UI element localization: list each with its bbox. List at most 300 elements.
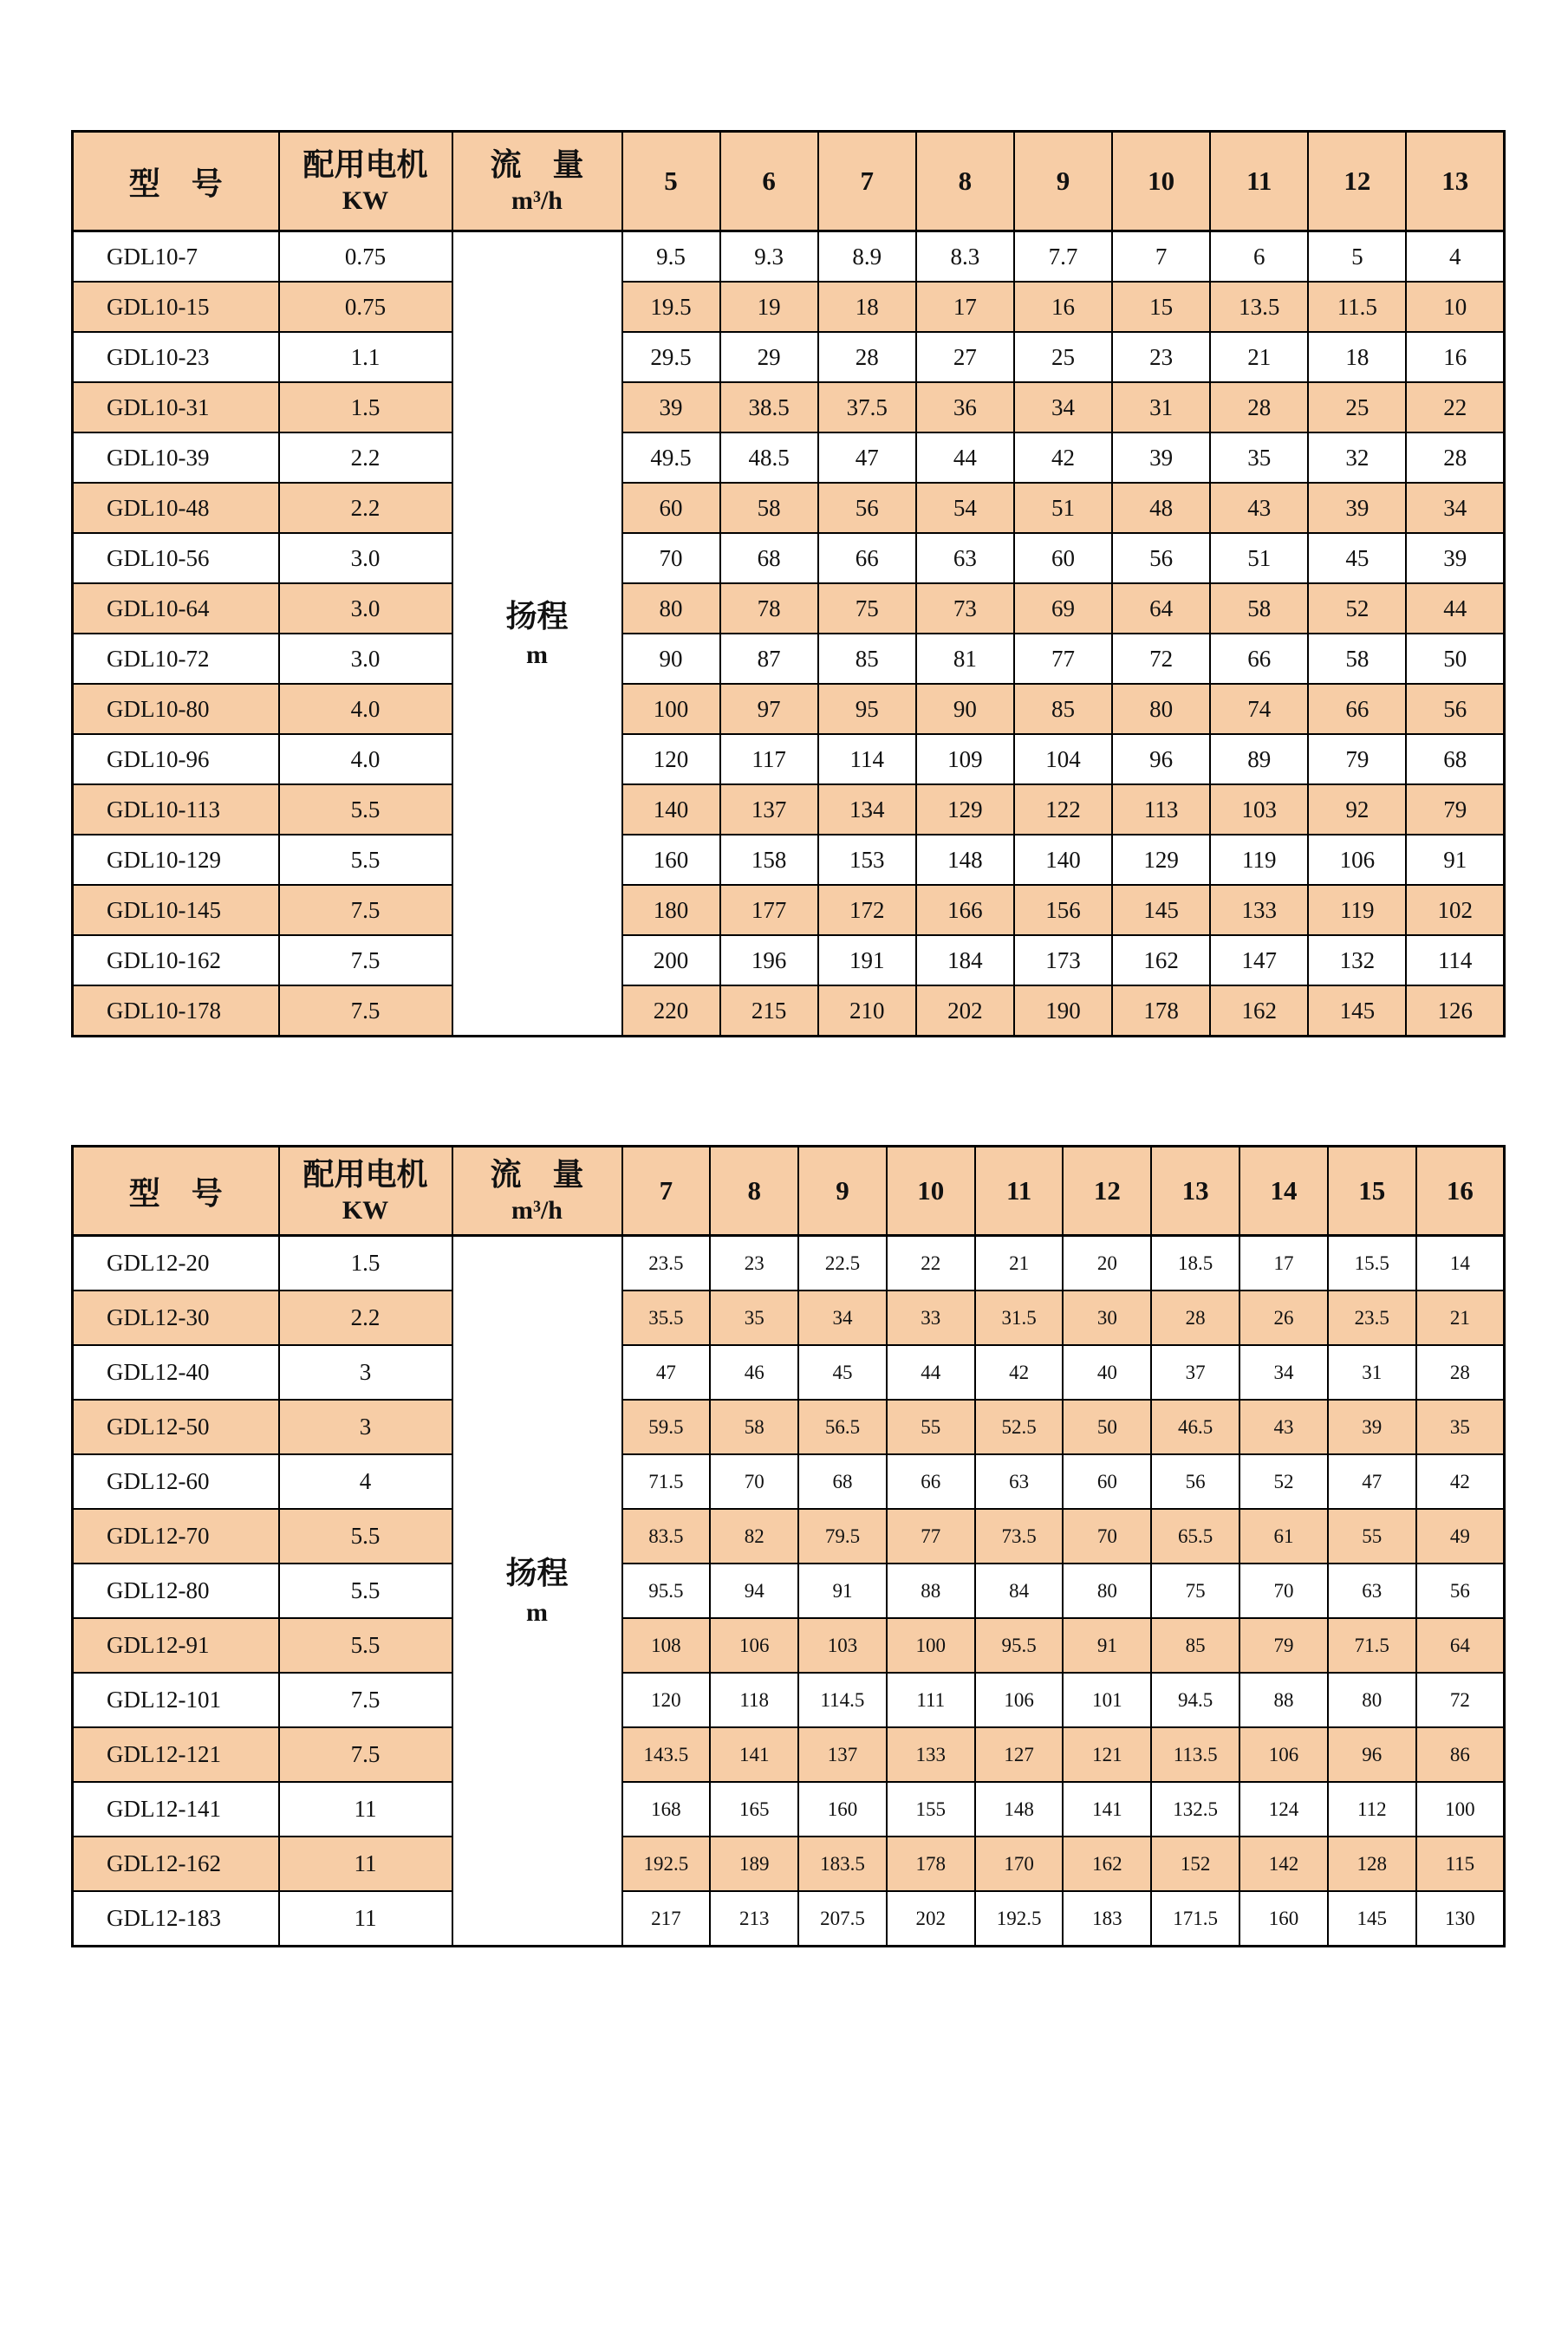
table-row — [73, 1400, 1505, 1454]
head-value-cell: 90 — [622, 634, 720, 684]
table-header — [73, 1147, 1505, 1236]
head-value-cell: 39 — [1406, 533, 1504, 583]
head-value-cell: 39 — [1112, 432, 1210, 483]
head-unit-merged-cell — [452, 231, 622, 1037]
head-value-cell: 113.5 — [1151, 1727, 1239, 1782]
flow-value-column-header: 10 — [887, 1147, 975, 1236]
head-value-cell: 91 — [1063, 1618, 1151, 1673]
head-value-cell: 165 — [710, 1782, 798, 1837]
model-cell: GDL10-7 — [73, 231, 279, 283]
head-value-cell: 27 — [916, 332, 1014, 382]
head-value-cell: 147 — [1210, 935, 1308, 985]
head-value-cell: 68 — [798, 1454, 887, 1509]
head-value-cell: 126 — [1406, 985, 1504, 1037]
motor-kw-cell: 3.0 — [279, 533, 452, 583]
head-value-cell: 202 — [887, 1891, 975, 1947]
head-label: 扬程 — [505, 1556, 569, 1591]
head-value-cell: 22 — [887, 1236, 975, 1291]
head-value-cell: 189 — [710, 1837, 798, 1891]
model-cell: GDL10-145 — [73, 885, 279, 935]
flow-header-unit: m³/h — [511, 186, 563, 216]
head-value-cell: 33 — [887, 1291, 975, 1345]
head-value-cell: 74 — [1210, 684, 1308, 734]
motor-kw-cell: 3.0 — [279, 634, 452, 684]
head-value-cell: 82 — [710, 1509, 798, 1564]
flow-value-column-header: 10 — [1112, 132, 1210, 231]
model-cell: GDL12-30 — [73, 1291, 279, 1345]
table-row — [73, 835, 1505, 885]
table-row — [73, 1236, 1505, 1291]
head-value-cell: 23.5 — [622, 1236, 711, 1291]
head-value-cell: 112 — [1328, 1782, 1416, 1837]
head-value-cell: 46 — [710, 1345, 798, 1400]
head-value-cell: 215 — [720, 985, 818, 1037]
model-cell: GDL10-56 — [73, 533, 279, 583]
head-value-cell: 80 — [622, 583, 720, 634]
head-value-cell: 152 — [1151, 1837, 1239, 1891]
head-value-cell: 66 — [1210, 634, 1308, 684]
head-value-cell: 59.5 — [622, 1400, 711, 1454]
head-value-cell: 191 — [818, 935, 916, 985]
model-cell: GDL12-183 — [73, 1891, 279, 1947]
flow-column-header — [452, 132, 622, 231]
table-row — [73, 1782, 1505, 1837]
model-cell: GDL10-72 — [73, 634, 279, 684]
head-value-cell: 37.5 — [818, 382, 916, 432]
head-value-cell: 96 — [1112, 734, 1210, 784]
pump-table-gdl10 — [71, 130, 1506, 1037]
head-value-cell: 13.5 — [1210, 282, 1308, 332]
head-value-cell: 31 — [1328, 1345, 1416, 1400]
header-row — [73, 132, 1505, 231]
head-value-cell: 77 — [1014, 634, 1112, 684]
head-value-cell: 63 — [975, 1454, 1064, 1509]
head-value-cell: 94.5 — [1151, 1673, 1239, 1727]
head-value-cell: 56 — [818, 483, 916, 533]
head-value-cell: 132.5 — [1151, 1782, 1239, 1837]
head-value-cell: 63 — [1328, 1564, 1416, 1618]
head-value-cell: 15 — [1112, 282, 1210, 332]
head-value-cell: 184 — [916, 935, 1014, 985]
table-header — [73, 132, 1505, 231]
table-row — [73, 332, 1505, 382]
motor-power-column-header — [279, 1147, 452, 1236]
head-value-cell: 51 — [1014, 483, 1112, 533]
flow-value-column-header: 12 — [1308, 132, 1406, 231]
head-value-cell: 91 — [1406, 835, 1504, 885]
table-row — [73, 935, 1505, 985]
head-value-cell: 148 — [916, 835, 1014, 885]
head-value-cell: 4 — [1406, 231, 1504, 283]
head-value-cell: 91 — [798, 1564, 887, 1618]
flow-value-column-header: 15 — [1328, 1147, 1416, 1236]
motor-kw-cell: 5.5 — [279, 1564, 452, 1618]
pump-table-gdl12 — [71, 1145, 1506, 1947]
model-cell: GDL12-141 — [73, 1782, 279, 1837]
head-value-cell: 103 — [798, 1618, 887, 1673]
head-value-cell: 89 — [1210, 734, 1308, 784]
head-value-cell: 114.5 — [798, 1673, 887, 1727]
head-value-cell: 20 — [1063, 1236, 1151, 1291]
head-value-cell: 170 — [975, 1837, 1064, 1891]
model-cell: GDL12-91 — [73, 1618, 279, 1673]
head-value-cell: 88 — [1239, 1673, 1328, 1727]
head-value-cell: 172 — [818, 885, 916, 935]
model-cell: GDL12-40 — [73, 1345, 279, 1400]
head-value-cell: 38.5 — [720, 382, 818, 432]
head-value-cell: 80 — [1112, 684, 1210, 734]
head-value-cell: 60 — [1063, 1454, 1151, 1509]
flow-header-unit: m³/h — [511, 1196, 563, 1226]
table-row — [73, 382, 1505, 432]
head-value-cell: 160 — [1239, 1891, 1328, 1947]
head-value-cell: 10 — [1406, 282, 1504, 332]
motor-kw-cell: 11 — [279, 1891, 452, 1947]
head-value-cell: 50 — [1406, 634, 1504, 684]
head-value-cell: 15.5 — [1328, 1236, 1416, 1291]
model-cell: GDL10-48 — [73, 483, 279, 533]
table-row — [73, 231, 1505, 283]
head-value-cell: 129 — [916, 784, 1014, 835]
head-value-cell: 18.5 — [1151, 1236, 1239, 1291]
head-value-cell: 118 — [710, 1673, 798, 1727]
head-value-cell: 106 — [710, 1618, 798, 1673]
head-value-cell: 28 — [1151, 1291, 1239, 1345]
head-value-cell: 8.9 — [818, 231, 916, 283]
head-value-cell: 58 — [720, 483, 818, 533]
head-value-cell: 108 — [622, 1618, 711, 1673]
head-value-cell: 145 — [1308, 985, 1406, 1037]
head-value-cell: 183.5 — [798, 1837, 887, 1891]
head-value-cell: 31.5 — [975, 1291, 1064, 1345]
head-value-cell: 52 — [1239, 1454, 1328, 1509]
flow-value-column-header: 7 — [818, 132, 916, 231]
table-row — [73, 1618, 1505, 1673]
head-value-cell: 31 — [1112, 382, 1210, 432]
head-value-cell: 81 — [916, 634, 1014, 684]
motor-kw-cell: 5.5 — [279, 835, 452, 885]
head-value-cell: 46.5 — [1151, 1400, 1239, 1454]
flow-value-column-header: 6 — [720, 132, 818, 231]
head-value-cell: 32 — [1308, 432, 1406, 483]
head-value-cell: 95 — [818, 684, 916, 734]
table-row — [73, 1291, 1505, 1345]
head-value-cell: 162 — [1210, 985, 1308, 1037]
model-cell: GDL10-64 — [73, 583, 279, 634]
motor-kw-cell: 5.5 — [279, 1509, 452, 1564]
head-value-cell: 109 — [916, 734, 1014, 784]
head-value-cell: 141 — [710, 1727, 798, 1782]
motor-kw-cell: 3.0 — [279, 583, 452, 634]
motor-kw-cell: 11 — [279, 1837, 452, 1891]
head-value-cell: 36 — [916, 382, 1014, 432]
motor-power-column-header — [279, 132, 452, 231]
head-value-cell: 29 — [720, 332, 818, 382]
head-value-cell: 128 — [1328, 1837, 1416, 1891]
head-value-cell: 85 — [1014, 684, 1112, 734]
head-value-cell: 79 — [1406, 784, 1504, 835]
table-row — [73, 1509, 1505, 1564]
head-value-cell: 23 — [710, 1236, 798, 1291]
table-row — [73, 734, 1505, 784]
motor-kw-cell: 11 — [279, 1782, 452, 1837]
head-value-cell: 97 — [720, 684, 818, 734]
head-value-cell: 34 — [1014, 382, 1112, 432]
head-value-cell: 47 — [622, 1345, 711, 1400]
head-value-cell: 142 — [1239, 1837, 1328, 1891]
head-value-cell: 56 — [1416, 1564, 1505, 1618]
head-value-cell: 45 — [1308, 533, 1406, 583]
head-value-cell: 18 — [818, 282, 916, 332]
head-value-cell: 5 — [1308, 231, 1406, 283]
head-value-cell: 70 — [622, 533, 720, 583]
table-row — [73, 432, 1505, 483]
head-value-cell: 127 — [975, 1727, 1064, 1782]
model-column-header: 型 号 — [73, 1147, 279, 1236]
motor-kw-cell: 3 — [279, 1345, 452, 1400]
head-value-cell: 80 — [1063, 1564, 1151, 1618]
head-value-cell: 60 — [1014, 533, 1112, 583]
head-value-cell: 34 — [798, 1291, 887, 1345]
head-value-cell: 18 — [1308, 332, 1406, 382]
head-value-cell: 23.5 — [1328, 1291, 1416, 1345]
head-value-cell: 106 — [1308, 835, 1406, 885]
head-value-cell: 69 — [1014, 583, 1112, 634]
head-value-cell: 42 — [1416, 1454, 1505, 1509]
flow-value-column-header: 11 — [1210, 132, 1308, 231]
head-value-cell: 114 — [1406, 935, 1504, 985]
head-value-cell: 101 — [1063, 1673, 1151, 1727]
head-value-cell: 25 — [1014, 332, 1112, 382]
head-value-cell: 43 — [1210, 483, 1308, 533]
motor-kw-cell: 7.5 — [279, 1673, 452, 1727]
head-value-cell: 58 — [1308, 634, 1406, 684]
head-value-cell: 122 — [1014, 784, 1112, 835]
head-value-cell: 54 — [916, 483, 1014, 533]
head-value-cell: 83.5 — [622, 1509, 711, 1564]
head-value-cell: 44 — [887, 1345, 975, 1400]
head-value-cell: 103 — [1210, 784, 1308, 835]
motor-header-unit: KW — [342, 186, 389, 216]
head-value-cell: 51 — [1210, 533, 1308, 583]
model-cell: GDL12-80 — [73, 1564, 279, 1618]
model-cell: GDL10-80 — [73, 684, 279, 734]
table-row — [73, 684, 1505, 734]
head-value-cell: 113 — [1112, 784, 1210, 835]
head-value-cell: 114 — [818, 734, 916, 784]
model-cell: GDL10-31 — [73, 382, 279, 432]
head-value-cell: 207.5 — [798, 1891, 887, 1947]
head-value-cell: 137 — [798, 1727, 887, 1782]
model-cell: GDL10-129 — [73, 835, 279, 885]
table-row — [73, 1891, 1505, 1947]
flow-value-column-header: 13 — [1151, 1147, 1239, 1236]
head-value-cell: 28 — [1416, 1345, 1505, 1400]
model-cell: GDL10-162 — [73, 935, 279, 985]
head-value-cell: 61 — [1239, 1509, 1328, 1564]
head-value-cell: 220 — [622, 985, 720, 1037]
head-value-cell: 202 — [916, 985, 1014, 1037]
flow-value-column-header: 9 — [798, 1147, 887, 1236]
motor-kw-cell: 3 — [279, 1400, 452, 1454]
head-value-cell: 162 — [1063, 1837, 1151, 1891]
head-value-cell: 166 — [916, 885, 1014, 935]
head-unit: m — [526, 1597, 548, 1627]
table-row — [73, 784, 1505, 835]
head-value-cell: 121 — [1063, 1727, 1151, 1782]
model-cell: GDL12-121 — [73, 1727, 279, 1782]
table-row — [73, 634, 1505, 684]
head-value-cell: 49 — [1416, 1509, 1505, 1564]
head-value-cell: 35.5 — [622, 1291, 711, 1345]
head-value-cell: 130 — [1416, 1891, 1505, 1947]
head-value-cell: 106 — [1239, 1727, 1328, 1782]
head-value-cell: 56 — [1406, 684, 1504, 734]
head-value-cell: 66 — [887, 1454, 975, 1509]
head-value-cell: 72 — [1112, 634, 1210, 684]
head-value-cell: 155 — [887, 1782, 975, 1837]
head-value-cell: 79 — [1308, 734, 1406, 784]
head-value-cell: 7.7 — [1014, 231, 1112, 283]
table-row — [73, 1837, 1505, 1891]
head-label: 扬程 — [505, 598, 569, 634]
head-value-cell: 77 — [887, 1509, 975, 1564]
head-value-cell: 70 — [1239, 1564, 1328, 1618]
head-value-cell: 95.5 — [975, 1618, 1064, 1673]
head-value-cell: 115 — [1416, 1837, 1505, 1891]
head-value-cell: 134 — [818, 784, 916, 835]
motor-kw-cell: 1.5 — [279, 1236, 452, 1291]
head-value-cell: 140 — [1014, 835, 1112, 885]
head-value-cell: 68 — [1406, 734, 1504, 784]
head-value-cell: 173 — [1014, 935, 1112, 985]
head-value-cell: 92 — [1308, 784, 1406, 835]
table-row — [73, 885, 1505, 935]
head-value-cell: 22 — [1406, 382, 1504, 432]
motor-kw-cell: 0.75 — [279, 282, 452, 332]
table-row — [73, 1727, 1505, 1782]
head-value-cell: 72 — [1416, 1673, 1505, 1727]
head-value-cell: 66 — [1308, 684, 1406, 734]
head-value-cell: 156 — [1014, 885, 1112, 935]
head-value-cell: 190 — [1014, 985, 1112, 1037]
motor-header-label: 配用电机 — [303, 146, 428, 182]
head-value-cell: 30 — [1063, 1291, 1151, 1345]
head-value-cell: 22.5 — [798, 1236, 887, 1291]
motor-kw-cell: 5.5 — [279, 784, 452, 835]
head-value-cell: 34 — [1239, 1345, 1328, 1400]
model-cell: GDL12-70 — [73, 1509, 279, 1564]
table-row — [73, 985, 1505, 1037]
table-row — [73, 282, 1505, 332]
head-value-cell: 178 — [1112, 985, 1210, 1037]
flow-value-column-header: 13 — [1406, 132, 1504, 231]
flow-value-column-header: 14 — [1239, 1147, 1328, 1236]
motor-kw-cell: 1.1 — [279, 332, 452, 382]
head-value-cell: 148 — [975, 1782, 1064, 1837]
head-value-cell: 65.5 — [1151, 1509, 1239, 1564]
head-value-cell: 192.5 — [622, 1837, 711, 1891]
head-value-cell: 75 — [1151, 1564, 1239, 1618]
head-value-cell: 9.3 — [720, 231, 818, 283]
motor-kw-cell: 4.0 — [279, 684, 452, 734]
flow-value-column-header: 9 — [1014, 132, 1112, 231]
head-value-cell: 39 — [1308, 483, 1406, 533]
motor-kw-cell: 7.5 — [279, 1727, 452, 1782]
flow-value-column-header: 12 — [1063, 1147, 1151, 1236]
table-row — [73, 1673, 1505, 1727]
motor-kw-cell: 2.2 — [279, 483, 452, 533]
model-cell: GDL12-101 — [73, 1673, 279, 1727]
head-value-cell: 40 — [1063, 1345, 1151, 1400]
head-value-cell: 117 — [720, 734, 818, 784]
motor-kw-cell: 4.0 — [279, 734, 452, 784]
head-value-cell: 158 — [720, 835, 818, 885]
head-value-cell: 106 — [975, 1673, 1064, 1727]
head-value-cell: 45 — [798, 1345, 887, 1400]
header-row — [73, 1147, 1505, 1236]
flow-value-column-header: 5 — [622, 132, 720, 231]
head-value-cell: 87 — [720, 634, 818, 684]
head-value-cell: 21 — [1416, 1291, 1505, 1345]
head-value-cell: 34 — [1406, 483, 1504, 533]
head-value-cell: 100 — [622, 684, 720, 734]
head-value-cell: 100 — [1416, 1782, 1505, 1837]
head-value-cell: 120 — [622, 1673, 711, 1727]
head-value-cell: 21 — [975, 1236, 1064, 1291]
head-value-cell: 171.5 — [1151, 1891, 1239, 1947]
head-value-cell: 28 — [818, 332, 916, 382]
head-value-cell: 42 — [975, 1345, 1064, 1400]
head-value-cell: 124 — [1239, 1782, 1328, 1837]
head-unit-merged-cell — [452, 1236, 622, 1947]
model-cell: GDL10-39 — [73, 432, 279, 483]
head-value-cell: 104 — [1014, 734, 1112, 784]
head-value-cell: 217 — [622, 1891, 711, 1947]
head-value-cell: 153 — [818, 835, 916, 885]
head-value-cell: 66 — [818, 533, 916, 583]
head-value-cell: 8.3 — [916, 231, 1014, 283]
head-value-cell: 60 — [622, 483, 720, 533]
model-cell: GDL12-162 — [73, 1837, 279, 1891]
head-value-cell: 35 — [1416, 1400, 1505, 1454]
head-value-cell: 119 — [1308, 885, 1406, 935]
head-value-cell: 79.5 — [798, 1509, 887, 1564]
table-row — [73, 1454, 1505, 1509]
head-value-cell: 55 — [887, 1400, 975, 1454]
head-value-cell: 95.5 — [622, 1564, 711, 1618]
head-value-cell: 85 — [818, 634, 916, 684]
motor-kw-cell: 7.5 — [279, 935, 452, 985]
head-value-cell: 119 — [1210, 835, 1308, 885]
motor-kw-cell: 4 — [279, 1454, 452, 1509]
head-value-cell: 44 — [1406, 583, 1504, 634]
head-value-cell: 43 — [1239, 1400, 1328, 1454]
motor-kw-cell: 5.5 — [279, 1618, 452, 1673]
model-cell: GDL10-23 — [73, 332, 279, 382]
head-value-cell: 35 — [1210, 432, 1308, 483]
head-value-cell: 86 — [1416, 1727, 1505, 1782]
head-value-cell: 102 — [1406, 885, 1504, 935]
head-value-cell: 177 — [720, 885, 818, 935]
head-value-cell: 35 — [710, 1291, 798, 1345]
head-value-cell: 120 — [622, 734, 720, 784]
head-value-cell: 17 — [1239, 1236, 1328, 1291]
head-value-cell: 28 — [1406, 432, 1504, 483]
table-body — [73, 231, 1505, 1037]
head-value-cell: 196 — [720, 935, 818, 985]
head-value-cell: 56.5 — [798, 1400, 887, 1454]
